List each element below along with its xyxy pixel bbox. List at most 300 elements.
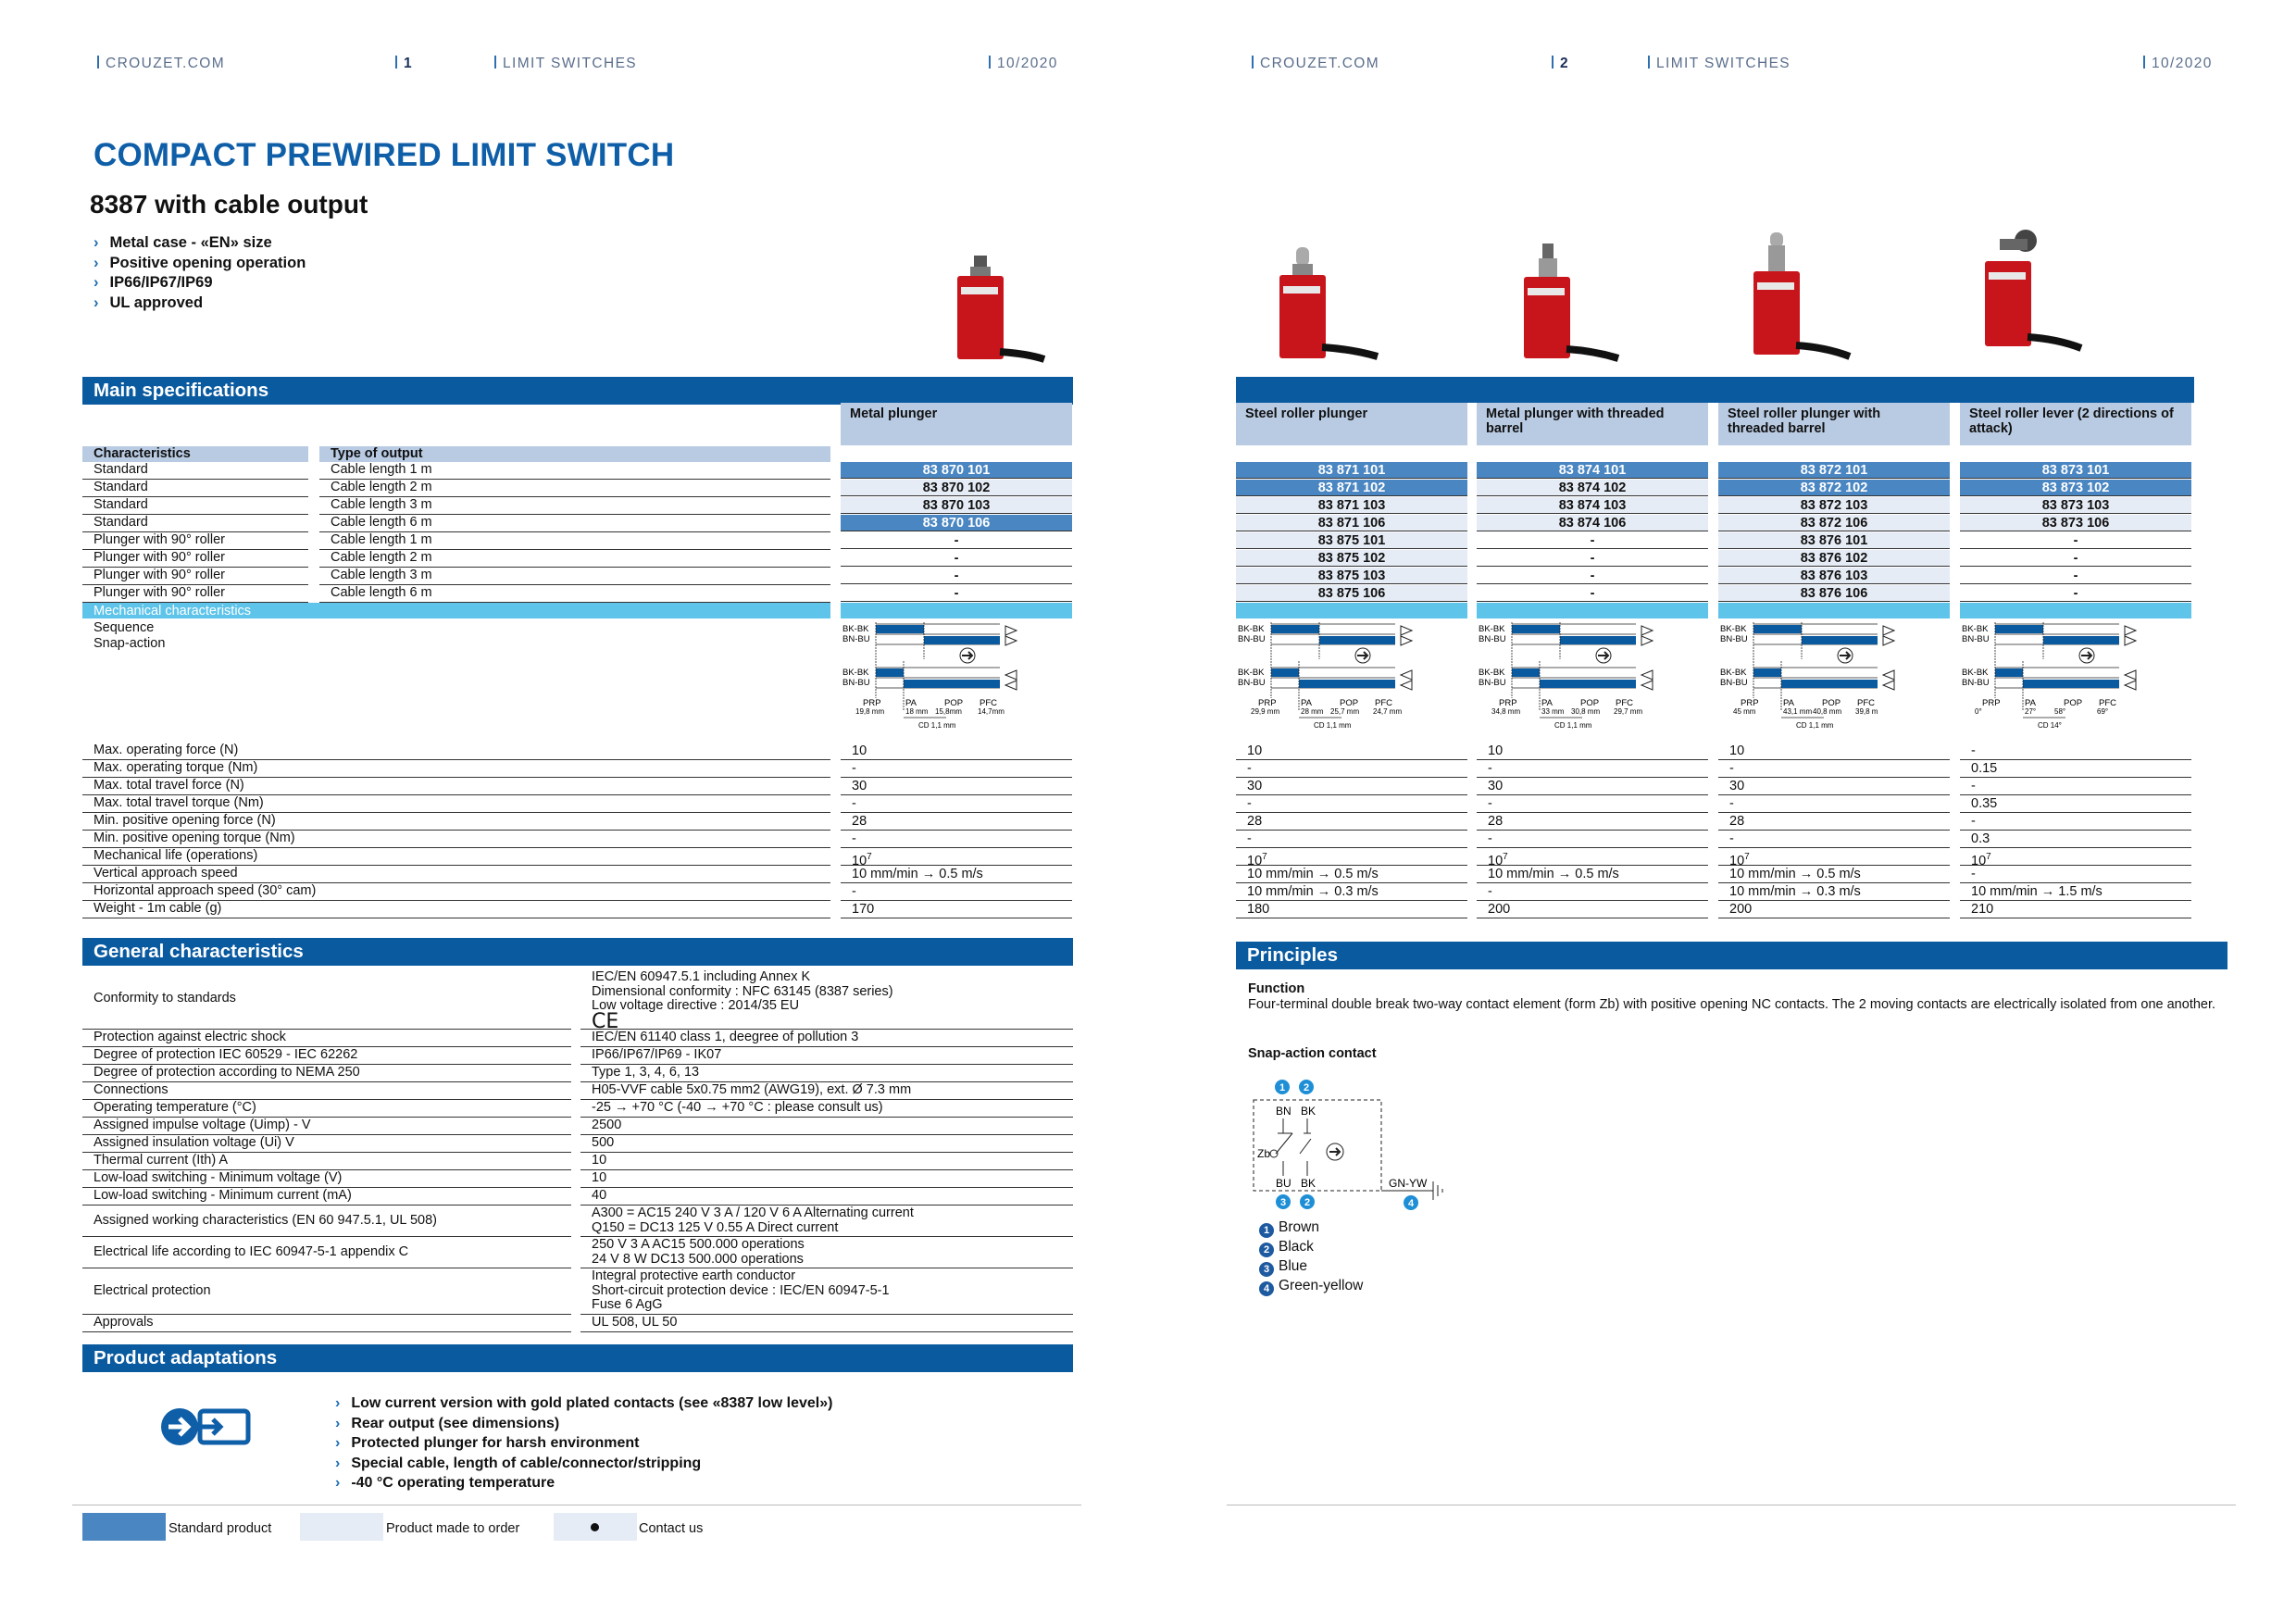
general-value-line: 2500 — [592, 1118, 622, 1132]
diag-pa: PA — [1783, 698, 1794, 708]
diag-prp: PRP — [1741, 698, 1759, 708]
wire-legend-item — [1259, 1278, 1363, 1296]
diag-cd: CD 14° — [2038, 721, 2062, 730]
sequence-diagram — [1962, 622, 2147, 738]
sequence-diagram — [1720, 622, 1905, 738]
wire-color-label: Black — [1279, 1239, 1314, 1255]
general-value — [580, 1268, 1073, 1315]
diag-label-bnbu: BN-BU — [1962, 634, 1990, 644]
general-key: Assigned impulse voltage (Uimp) - V — [82, 1118, 571, 1135]
legend-contact-label: Contact us — [639, 1521, 704, 1536]
adaptation-item: › Rear output (see dimensions) — [335, 1414, 832, 1434]
mechanical-value: 0.35 — [1960, 795, 2191, 813]
diag-label-bkbk: BK-BK — [1238, 668, 1265, 678]
wire-number-badge: 2 — [1259, 1243, 1274, 1257]
adaptation-item[interactable]: › Low current version with gold plated contacts (see «8387 low level») — [335, 1393, 832, 1414]
reference-cell[interactable]: 83 875 106 — [1236, 585, 1467, 602]
mechanical-value: - — [1477, 831, 1708, 848]
wire-color-label: Blue — [1279, 1258, 1308, 1274]
mechanical-value: 10 mm/min → 0.3 m/s — [1236, 883, 1467, 901]
diag-pfc: PFC — [980, 698, 997, 708]
reference-cell[interactable]: - — [841, 550, 1072, 567]
reference-cell[interactable]: 83 871 106 — [1236, 515, 1467, 531]
reference-cell[interactable]: 83 875 101 — [1236, 532, 1467, 549]
general-key: Thermal current (Ith) A — [82, 1153, 571, 1170]
reference-cell[interactable]: 83 870 102 — [841, 480, 1072, 496]
legend-mto-swatch — [300, 1513, 383, 1541]
label-gnyw: GN-YW — [1389, 1177, 1428, 1190]
general-value — [580, 1315, 1073, 1332]
general-key: Protection against electric shock — [82, 1030, 571, 1047]
general-key: Degree of protection IEC 60529 - IEC 62262 — [82, 1047, 571, 1065]
mech-bar-col — [1477, 603, 1708, 618]
mechanical-value: 10 — [1477, 743, 1708, 760]
reference-cell[interactable]: - — [841, 585, 1072, 602]
reference-cell[interactable]: - — [1960, 532, 2191, 549]
reference-cell[interactable]: 83 875 103 — [1236, 568, 1467, 584]
mechanical-value: 28 — [1236, 813, 1467, 831]
diag-pa-value: 28 mm — [1301, 707, 1324, 716]
general-value — [580, 1206, 1073, 1237]
reference-cell[interactable]: - — [1477, 568, 1708, 584]
mechanical-value: 200 — [1718, 901, 1950, 918]
mechanical-value: 30 — [1477, 778, 1708, 795]
mechanical-value: - — [841, 883, 1072, 901]
reference-cell[interactable]: 83 874 101 — [1477, 462, 1708, 479]
mechanical-characteristic: Max. total travel torque (Nm) — [82, 795, 830, 813]
characteristic-cell: Standard — [82, 480, 308, 497]
characteristic-cell: Plunger with 90° roller — [82, 568, 308, 585]
snap-action-label: Snap-action — [94, 636, 166, 651]
type-of-output-header: Type of output — [319, 446, 830, 462]
diag-pfc-value: 24,7 mm — [1373, 707, 1403, 716]
mechanical-value: - — [1477, 883, 1708, 901]
general-value-line: A300 = AC15 240 V 3 A / 120 V 6 A Alternating current — [592, 1206, 914, 1220]
diag-pop: POP — [2064, 698, 2083, 708]
diag-label-bnbu: BN-BU — [842, 678, 870, 688]
general-value — [580, 1153, 1073, 1170]
reference-cell[interactable]: 83 871 103 — [1236, 497, 1467, 514]
reference-cell[interactable]: - — [1477, 532, 1708, 549]
mechanical-value: 10 — [841, 743, 1072, 760]
diag-label-bkbk: BK-BK — [1962, 624, 1989, 634]
reference-cell[interactable]: 83 871 101 — [1236, 462, 1467, 479]
mechanical-value: 28 — [1718, 813, 1950, 831]
wire-number-badge: 1 — [1259, 1223, 1274, 1238]
terminal-3-number: 3 — [1279, 1197, 1287, 1208]
output-type-cell: Cable length 1 m — [319, 462, 830, 480]
general-value-line: 250 V 3 A AC15 500.000 operations — [592, 1237, 805, 1252]
reference-cell[interactable]: - — [841, 532, 1072, 549]
feature-item: › IP66/IP67/IP69 — [94, 273, 306, 294]
snap-action-contact-title: Snap-action contact — [1248, 1046, 1377, 1061]
general-value-line: IEC/EN 61140 class 1, deegree of pollution 3 — [592, 1030, 859, 1044]
mechanical-value: 200 — [1477, 901, 1708, 918]
label-zb: Zb — [1257, 1147, 1271, 1160]
product-image-steel-roller-plunger — [1268, 236, 1379, 370]
diag-pfc: PFC — [2099, 698, 2116, 708]
mechanical-value: - — [1236, 831, 1467, 848]
diag-prp-value: 0° — [1975, 707, 1982, 716]
col-head-threaded-roller: Steel roller plunger with threaded barrel — [1718, 403, 1950, 445]
diag-prp: PRP — [1499, 698, 1517, 708]
general-value — [580, 1188, 1073, 1206]
mechanical-value: 10 mm/min → 0.5 m/s — [1718, 866, 1950, 883]
general-key: Electrical protection — [82, 1268, 571, 1315]
feature-item: › UL approved — [94, 294, 306, 314]
output-type-cell: Cable length 2 m — [319, 550, 830, 568]
adaptation-list — [335, 1393, 832, 1493]
general-value-line: Type 1, 3, 4, 6, 13 — [592, 1065, 700, 1080]
label-bu: BU — [1276, 1177, 1292, 1190]
mechanical-value: - — [1960, 778, 2191, 795]
characteristic-cell: Standard — [82, 462, 308, 480]
general-value — [580, 1082, 1073, 1100]
diag-pa: PA — [1301, 698, 1312, 708]
general-value — [580, 1237, 1073, 1268]
general-value — [580, 969, 1073, 1033]
function-title: Function — [1248, 981, 1305, 996]
mechanical-life-value: $10^7$ — [841, 848, 1072, 866]
col-head-metal-plunger: Metal plunger — [841, 403, 1072, 445]
general-value-line: -25 → +70 °C (-40 → +70 °C : please consult us) — [592, 1100, 883, 1115]
legend-standard-label: Standard product — [168, 1521, 272, 1536]
diag-label-bkbk: BK-BK — [1479, 624, 1505, 634]
mechanical-value: - — [1718, 760, 1950, 778]
reference-cell[interactable]: - — [1477, 550, 1708, 567]
diag-pfc-value: 69° — [2097, 707, 2109, 716]
output-type-cell: Cable length 3 m — [319, 568, 830, 585]
mechanical-characteristic: Vertical approach speed — [82, 866, 830, 883]
mechanical-value: - — [841, 795, 1072, 813]
reference-cell[interactable]: 83 874 106 — [1477, 515, 1708, 531]
header-date-right: 10/2020 — [2143, 56, 2213, 72]
diag-pop-value: 58° — [2054, 707, 2066, 716]
general-key: Approvals — [82, 1315, 571, 1332]
general-value — [580, 1047, 1073, 1065]
output-type-cell: Cable length 6 m — [319, 585, 830, 603]
diag-label-bkbk: BK-BK — [1720, 668, 1747, 678]
diag-label-bnbu: BN-BU — [1962, 678, 1990, 688]
general-key: Degree of protection according to NEMA 250 — [82, 1065, 571, 1082]
contact-dot-icon — [591, 1523, 599, 1531]
diag-label-bkbk: BK-BK — [1720, 624, 1747, 634]
reference-cell[interactable]: 83 872 102 — [1718, 480, 1950, 496]
general-key: Conformity to standards — [82, 969, 571, 1030]
mechanical-value: 0.15 — [1960, 760, 2191, 778]
mechanical-value: 210 — [1960, 901, 2191, 918]
general-value-line: 500 — [592, 1135, 615, 1150]
ce-mark: CE — [592, 1009, 619, 1033]
mechanical-life-value: $10^7$ — [1236, 848, 1467, 866]
reference-cell[interactable]: - — [841, 568, 1072, 584]
general-value — [580, 1118, 1073, 1135]
diag-pa-value: 33 mm — [1541, 707, 1565, 716]
header-date: 10/2020 — [989, 56, 1058, 72]
diag-pfc: PFC — [1616, 698, 1633, 708]
header-site[interactable]: CROUZET.COM — [97, 56, 225, 72]
product-image-metal-plunger — [935, 250, 1046, 370]
terminal-4-number: 2 — [1304, 1197, 1311, 1208]
reference-cell[interactable]: - — [1477, 585, 1708, 602]
legend-contact-swatch — [554, 1513, 637, 1541]
reference-cell[interactable]: 83 872 103 — [1718, 497, 1950, 514]
col-head-steel-roller-plunger: Steel roller plunger — [1236, 403, 1467, 445]
mechanical-characteristics-bar — [82, 603, 830, 618]
general-value-line: Low voltage directive : 2014/35 EU — [592, 998, 800, 1013]
diag-pfc: PFC — [1857, 698, 1875, 708]
mechanical-value: 170 — [841, 901, 1072, 918]
characteristic-cell: Plunger with 90° roller — [82, 532, 308, 550]
mechanical-characteristic: Weight - 1m cable (g) — [82, 901, 830, 918]
reference-cell[interactable]: - — [1960, 550, 2191, 567]
mechanical-characteristic: Max. operating force (N) — [82, 743, 830, 760]
characteristic-cell: Plunger with 90° roller — [82, 585, 308, 603]
diag-pfc-value: 39,8 m — [1855, 707, 1878, 716]
mechanical-characteristic: Min. positive opening torque (Nm) — [82, 831, 830, 848]
reference-cell[interactable]: 83 876 103 — [1718, 568, 1950, 584]
wire-legend-item — [1259, 1219, 1319, 1238]
output-type-cell: Cable length 2 m — [319, 480, 830, 497]
mechanical-value: 10 mm/min → 1.5 m/s — [1960, 883, 2191, 901]
reference-cell[interactable]: 83 874 103 — [1477, 497, 1708, 514]
mechanical-value: 30 — [1718, 778, 1950, 795]
general-value — [580, 1170, 1073, 1188]
diag-pa-value: 18 mm — [905, 707, 929, 716]
reference-cell[interactable]: 83 873 106 — [1960, 515, 2191, 531]
mechanical-value: - — [1236, 795, 1467, 813]
reference-cell[interactable]: 83 874 102 — [1477, 480, 1708, 496]
adaptation-item: › -40 °C operating temperature — [335, 1473, 832, 1493]
header-site-right[interactable]: CROUZET.COM — [1252, 56, 1379, 72]
diag-label-bnbu: BN-BU — [1238, 634, 1266, 644]
mechanical-value: 30 — [841, 778, 1072, 795]
legend-mto-label: Product made to order — [386, 1521, 520, 1536]
reference-cell[interactable]: 83 871 102 — [1236, 480, 1467, 496]
header-section-right: LIMIT SWITCHES — [1648, 56, 1791, 72]
reference-cell[interactable]: 83 870 101 — [841, 462, 1072, 479]
reference-cell[interactable]: 83 873 101 — [1960, 462, 2191, 479]
reference-cell[interactable]: 83 870 103 — [841, 497, 1072, 514]
mechanical-characteristic: Max. total travel force (N) — [82, 778, 830, 795]
reference-cell[interactable]: 83 872 106 — [1718, 515, 1950, 531]
sequence-diagram — [1479, 622, 1664, 738]
general-value — [580, 1030, 1073, 1047]
general-value-line: 24 V 8 W DC13 500.000 operations — [592, 1251, 804, 1267]
mechanical-characteristic: Mechanical life (operations) — [82, 848, 830, 866]
mechanical-value: 10 — [1236, 743, 1467, 760]
mechanical-value: 10 mm/min → 0.3 m/s — [1718, 883, 1950, 901]
mechanical-value: - — [1960, 743, 2191, 760]
adaptation-item: › Special cable, length of cable/connector/stripping — [335, 1454, 832, 1474]
feature-item: › Positive opening operation — [94, 254, 306, 274]
diag-label-bnbu: BN-BU — [1720, 634, 1748, 644]
wire-number-badge: 3 — [1259, 1262, 1274, 1277]
mech-bar-col — [1960, 603, 2191, 618]
principles-heading: Principles — [1236, 942, 2227, 969]
diag-pfc-value: 29,7 mm — [1614, 707, 1643, 716]
general-value — [580, 1065, 1073, 1082]
wire-color-label: Brown — [1279, 1219, 1319, 1235]
reference-cell[interactable]: - — [1960, 568, 2191, 584]
diag-prp: PRP — [1982, 698, 2001, 708]
mechanical-value: 10 — [1718, 743, 1950, 760]
diag-pop: POP — [1822, 698, 1841, 708]
reference-cell[interactable]: 83 873 102 — [1960, 480, 2191, 496]
diag-pa: PA — [2025, 698, 2036, 708]
mechanical-characteristic: Max. operating torque (Nm) — [82, 760, 830, 778]
general-key: Connections — [82, 1082, 571, 1100]
diag-prp-value: 34,8 mm — [1491, 707, 1521, 716]
general-key: Assigned insulation voltage (Ui) V — [82, 1135, 571, 1153]
general-characteristics-heading: General characteristics — [82, 938, 1073, 966]
mechanical-life-value: $10^7$ — [1960, 848, 2191, 866]
general-value-line: 40 — [592, 1188, 607, 1203]
diag-label-bnbu: BN-BU — [842, 634, 870, 644]
mechanical-value: - — [841, 760, 1072, 778]
sequence-label: Sequence — [94, 620, 155, 635]
label-bk: BK — [1301, 1105, 1316, 1118]
diag-pop-value: 15,8mm — [935, 707, 962, 716]
reference-cell[interactable]: 83 873 103 — [1960, 497, 2191, 514]
sequence-diagram — [1238, 622, 1423, 738]
mechanical-characteristic: Min. positive opening force (N) — [82, 813, 830, 831]
characteristic-cell: Standard — [82, 515, 308, 532]
col-head-roller-lever: Steel roller lever (2 directions of attack) — [1960, 403, 2191, 445]
header-page-number-right: 2 — [1552, 56, 1569, 72]
mechanical-value: 10 mm/min → 0.5 m/s — [1477, 866, 1708, 883]
diag-pa-value: 43,1 mm — [1783, 707, 1813, 716]
mechanical-value: - — [1718, 795, 1950, 813]
reference-cell[interactable]: 83 870 106 — [841, 515, 1072, 531]
mechanical-characteristics-label: Mechanical characteristics — [94, 604, 252, 618]
mechanical-value: - — [1960, 813, 2191, 831]
diag-cd: CD 1,1 mm — [1554, 721, 1592, 730]
header-page-number: 1 — [395, 56, 413, 72]
reference-cell[interactable]: - — [1960, 585, 2191, 602]
label-bk2: BK — [1301, 1177, 1316, 1190]
feature-list — [94, 233, 306, 313]
terminal-earth-number: 4 — [1407, 1198, 1415, 1209]
mechanical-value: - — [841, 831, 1072, 848]
diag-pa: PA — [905, 698, 917, 708]
diag-pfc: PFC — [1375, 698, 1392, 708]
wire-color-label: Green-yellow — [1279, 1278, 1364, 1293]
diag-label-bkbk: BK-BK — [842, 668, 869, 678]
header-section: LIMIT SWITCHES — [494, 56, 637, 72]
reference-cell[interactable]: 83 876 102 — [1718, 550, 1950, 567]
general-value-line: Dimensional conformity : NFC 63145 (8387 series) — [592, 983, 893, 999]
col-head-threaded-plunger: Metal plunger with threaded barrel — [1477, 403, 1708, 445]
diag-prp: PRP — [1258, 698, 1277, 708]
terminal-1-number: 1 — [1279, 1082, 1286, 1093]
diag-pop: POP — [1580, 698, 1600, 708]
diag-pop-value: 30,8 mm — [1571, 707, 1601, 716]
diag-pop-value: 25,7 mm — [1330, 707, 1360, 716]
characteristic-cell: Standard — [82, 497, 308, 515]
legend-standard-swatch — [82, 1513, 166, 1541]
diag-label-bkbk: BK-BK — [1962, 668, 1989, 678]
diag-label-bnbu: BN-BU — [1238, 678, 1266, 688]
diag-pop-value: 40,8 mm — [1813, 707, 1842, 716]
mechanical-value: 0.3 — [1960, 831, 2191, 848]
mechanical-value: - — [1477, 760, 1708, 778]
adaptation-item: › Protected plunger for harsh environment — [335, 1433, 832, 1454]
mechanical-life-value: $10^7$ — [1718, 848, 1950, 866]
general-key: Assigned working characteristics (EN 60 947.5.1, UL 508) — [82, 1206, 571, 1237]
mechanical-value: - — [1960, 866, 2191, 883]
diag-prp-value: 19,8 mm — [855, 707, 885, 716]
general-key: Operating temperature (°C) — [82, 1100, 571, 1118]
general-value-line: 10 — [592, 1170, 607, 1185]
general-value-line: H05-VVF cable 5x0.75 mm2 (AWG19), ext. Ø 7.3 mm — [592, 1082, 912, 1097]
general-value-line: IP66/IP67/IP69 - IK07 — [592, 1047, 722, 1062]
wire-legend-item — [1259, 1258, 1307, 1277]
mechanical-value: 30 — [1236, 778, 1467, 795]
general-key: Low-load switching - Minimum voltage (V) — [82, 1170, 571, 1188]
main-specifications-heading: Main specifications — [82, 377, 1073, 405]
diag-pop: POP — [944, 698, 964, 708]
mech-bar-col — [841, 603, 1072, 618]
mechanical-life-value: $10^7$ — [1477, 848, 1708, 866]
main-specifications-bar-right — [1236, 377, 2194, 403]
diag-label-bkbk: BK-BK — [1479, 668, 1505, 678]
function-text: Four-terminal double break two-way contact element (form Zb) with positive opening NC contacts. The 2 moving contacts are electrically isolated from one another. — [1248, 997, 2216, 1012]
general-key: Low-load switching - Minimum current (mA) — [82, 1188, 571, 1206]
mechanical-value: 28 — [841, 813, 1072, 831]
mech-bar-col — [1236, 603, 1467, 618]
product-adaptations-heading: Product adaptations — [82, 1344, 1073, 1372]
diag-label-bnbu: BN-BU — [1479, 634, 1506, 644]
mechanical-characteristic: Horizontal approach speed (30° cam) — [82, 883, 830, 901]
mechanical-value: 10 mm/min → 0.5 m/s — [841, 866, 1072, 883]
page-subtitle: 8387 with cable output — [90, 190, 368, 219]
reference-cell[interactable]: 83 876 106 — [1718, 585, 1950, 602]
diag-cd: CD 1,1 mm — [1796, 721, 1834, 730]
mechanical-value: - — [1236, 760, 1467, 778]
mechanical-value: - — [1477, 795, 1708, 813]
general-value-line: Short-circuit protection device : IEC/EN 60947-5-1 — [592, 1282, 890, 1298]
sequence-diagram — [842, 622, 1028, 738]
general-value-line: Integral protective earth conductor — [592, 1268, 796, 1283]
output-type-cell: Cable length 6 m — [319, 515, 830, 532]
diag-prp-value: 29,9 mm — [1251, 707, 1280, 716]
general-value-line: IEC/EN 60947.5.1 including Annex K — [592, 969, 811, 984]
diag-pa-value: 27° — [2025, 707, 2037, 716]
diag-label-bnbu: BN-BU — [1720, 678, 1748, 688]
feature-item: › Metal case - «EN» size — [94, 233, 306, 254]
page-title: COMPACT PREWIRED LIMIT SWITCH — [94, 137, 675, 173]
mechanical-value: 10 mm/min → 0.5 m/s — [1236, 866, 1467, 883]
diag-label-bkbk: BK-BK — [1238, 624, 1265, 634]
diag-cd: CD 1,1 mm — [918, 721, 956, 730]
reference-cell[interactable]: 83 872 101 — [1718, 462, 1950, 479]
adaptation-icon — [159, 1404, 261, 1450]
mechanical-value: 180 — [1236, 901, 1467, 918]
reference-cell[interactable]: 83 876 101 — [1718, 532, 1950, 549]
characteristic-cell: Plunger with 90° roller — [82, 550, 308, 568]
mechanical-value: 28 — [1477, 813, 1708, 831]
product-image-roller-lever — [1972, 222, 2083, 370]
general-key: Electrical life according to IEC 60947-5-1 appendix C — [82, 1237, 571, 1268]
product-image-threaded-roller — [1741, 227, 1852, 370]
general-value-line: Q150 = DC13 125 V 0.55 A Direct current — [592, 1219, 839, 1235]
diag-pfc-value: 14,7mm — [978, 707, 1004, 716]
reference-cell[interactable]: 83 875 102 — [1236, 550, 1467, 567]
diag-cd: CD 1,1 mm — [1314, 721, 1352, 730]
general-value — [580, 1135, 1073, 1153]
wire-legend-item — [1259, 1239, 1314, 1257]
